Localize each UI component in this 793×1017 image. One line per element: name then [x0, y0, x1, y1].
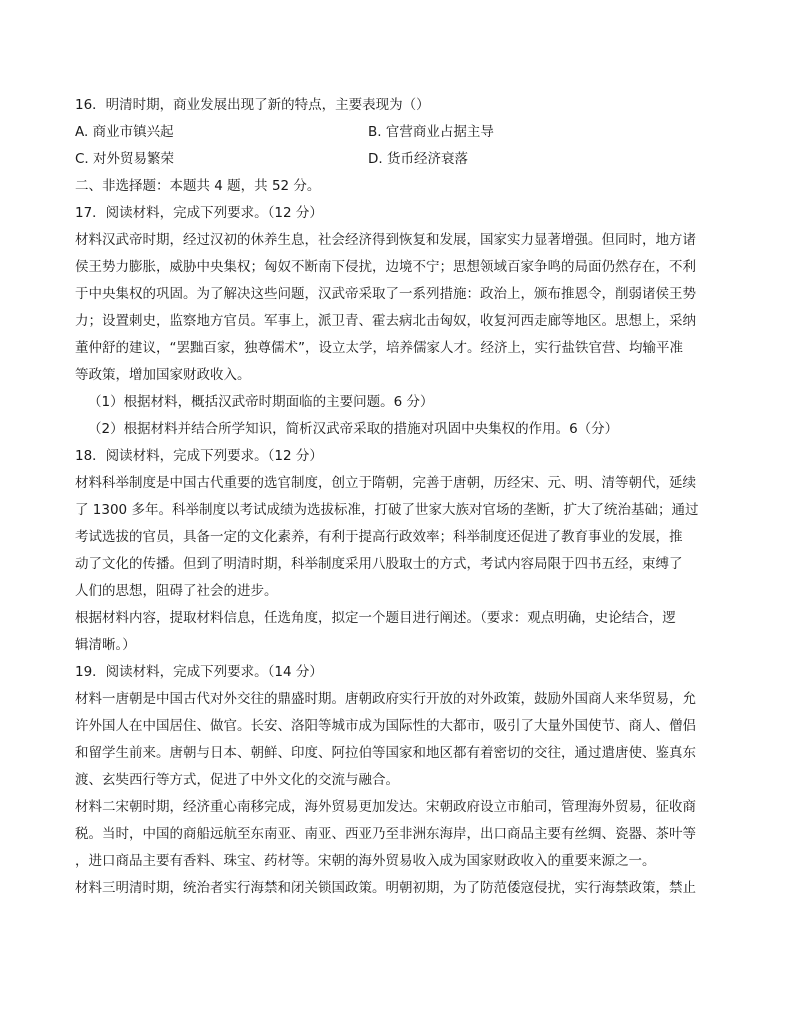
q19-material1-line: 和留学生前来。唐朝与日本、朝鲜、印度、阿拉伯等国家和地区都有着密切的交往，通过遣唐使、鉴真东	[75, 745, 696, 761]
q18-material-line: 了 1300 多年。科举制度以考试成绩为选拔标准，打破了世家大族对官场的垄断，扩大了统治基础；通过	[75, 502, 699, 518]
q17-material-line: 力；设置刺史，监察地方官员。军事上，派卫青、霍去病北击匈奴，收复河西走廊等地区。思想上，采纳	[75, 313, 696, 329]
q18-material-line: 动了文化的传播。但到了明清时期，科举制度采用八股取士的方式，考试内容局限于四书五经，束缚了	[75, 556, 683, 572]
option-a: A. 商业市镇兴起	[75, 124, 174, 140]
q18-task-line: 辑清晰。）	[75, 637, 136, 653]
q19-material2-line: ，进口商品主要有香料、珠宝、药材等。宋朝的海外贸易收入成为国家财政收入的重要来源之一。	[75, 853, 656, 869]
question-16-stem: 16．明清时期，商业发展出现了新的特点，主要表现为（）	[75, 97, 430, 113]
option-b: B. 官营商业占据主导	[368, 124, 494, 140]
q17-subquestion-2: （2）根据材料并结合所学知识，简析汉武帝采取的措施对巩固中央集权的作用。6（分）	[88, 421, 619, 437]
q18-material-line: 考试选拔的官员，具备一定的文化素养，有利于提高行政效率；科举制度还促进了教育事业的发展，推	[75, 529, 683, 545]
q19-material3-line: 材料三明清时期，统治者实行海禁和闭关锁国政策。明朝初期，为了防范倭寇侵扰，实行海禁政策，禁止	[75, 880, 696, 896]
q17-subquestion-1: （1）根据材料，概括汉武帝时期面临的主要问题。6 分）	[88, 394, 434, 410]
q19-material1-line: 材料一唐朝是中国古代对外交往的鼎盛时期。唐朝政府实行开放的对外政策，鼓励外国商人来华贸易，允	[75, 691, 696, 707]
question-17-stem: 17．阅读材料，完成下列要求。（12 分）	[75, 205, 323, 221]
q17-material-line: 侯王势力膨胀，威胁中央集权；匈奴不断南下侵扰，边境不宁；思想领域百家争鸣的局面仍然存在，不利	[75, 259, 696, 275]
section-heading: 二、非选择题：本题共 4 题，共 52 分。	[75, 178, 321, 194]
q18-task-line: 根据材料内容，提取材料信息，任选角度，拟定一个题目进行阐述。（要求：观点明确，史论结合，逻	[75, 610, 676, 626]
q19-material1-line: 渡、玄奘西行等方式，促进了中外文化的交流与融合。	[75, 772, 399, 788]
q19-material2-line: 税。当时，中国的商船远航至东南亚、南亚、西亚乃至非洲东海岸，出口商品主要有丝绸、瓷器、茶叶等	[75, 826, 696, 842]
q18-material-line: 材料科举制度是中国古代重要的选官制度，创立于隋朝，完善于唐朝，历经宋、元、明、清等朝代，延续	[75, 475, 696, 491]
option-d: D. 货币经济衰落	[368, 151, 468, 167]
q17-material-line: 董仲舒的建议，“罢黜百家，独尊儒术”，设立太学，培养儒家人才。经济上，实行盐铁官营、均输平准	[75, 340, 683, 356]
q18-material-line: 人们的思想，阻碍了社会的进步。	[75, 583, 278, 599]
option-c: C. 对外贸易繁荣	[75, 151, 175, 167]
q17-material-line: 等政策，增加国家财政收入。	[75, 367, 251, 383]
q17-material-line: 材料汉武帝时期，经过汉初的休养生息，社会经济得到恢复和发展，国家实力显著增强。但同时，地方诸	[75, 232, 696, 248]
question-18-stem: 18．阅读材料，完成下列要求。（12 分）	[75, 448, 323, 464]
q17-material-line: 于中央集权的巩固。为了解决这些问题，汉武帝采取了一系列措施：政治上，颁布推恩令，削弱诸侯王势	[75, 286, 696, 302]
q19-material1-line: 许外国人在中国居住、做官。长安、洛阳等城市成为国际性的大都市，吸引了大量外国使节、商人、僧侣	[75, 718, 696, 734]
question-19-stem: 19．阅读材料，完成下列要求。（14 分）	[75, 664, 323, 680]
q19-material2-line: 材料二宋朝时期，经济重心南移完成，海外贸易更加发达。宋朝政府设立市舶司，管理海外贸易，征收商	[75, 799, 696, 815]
